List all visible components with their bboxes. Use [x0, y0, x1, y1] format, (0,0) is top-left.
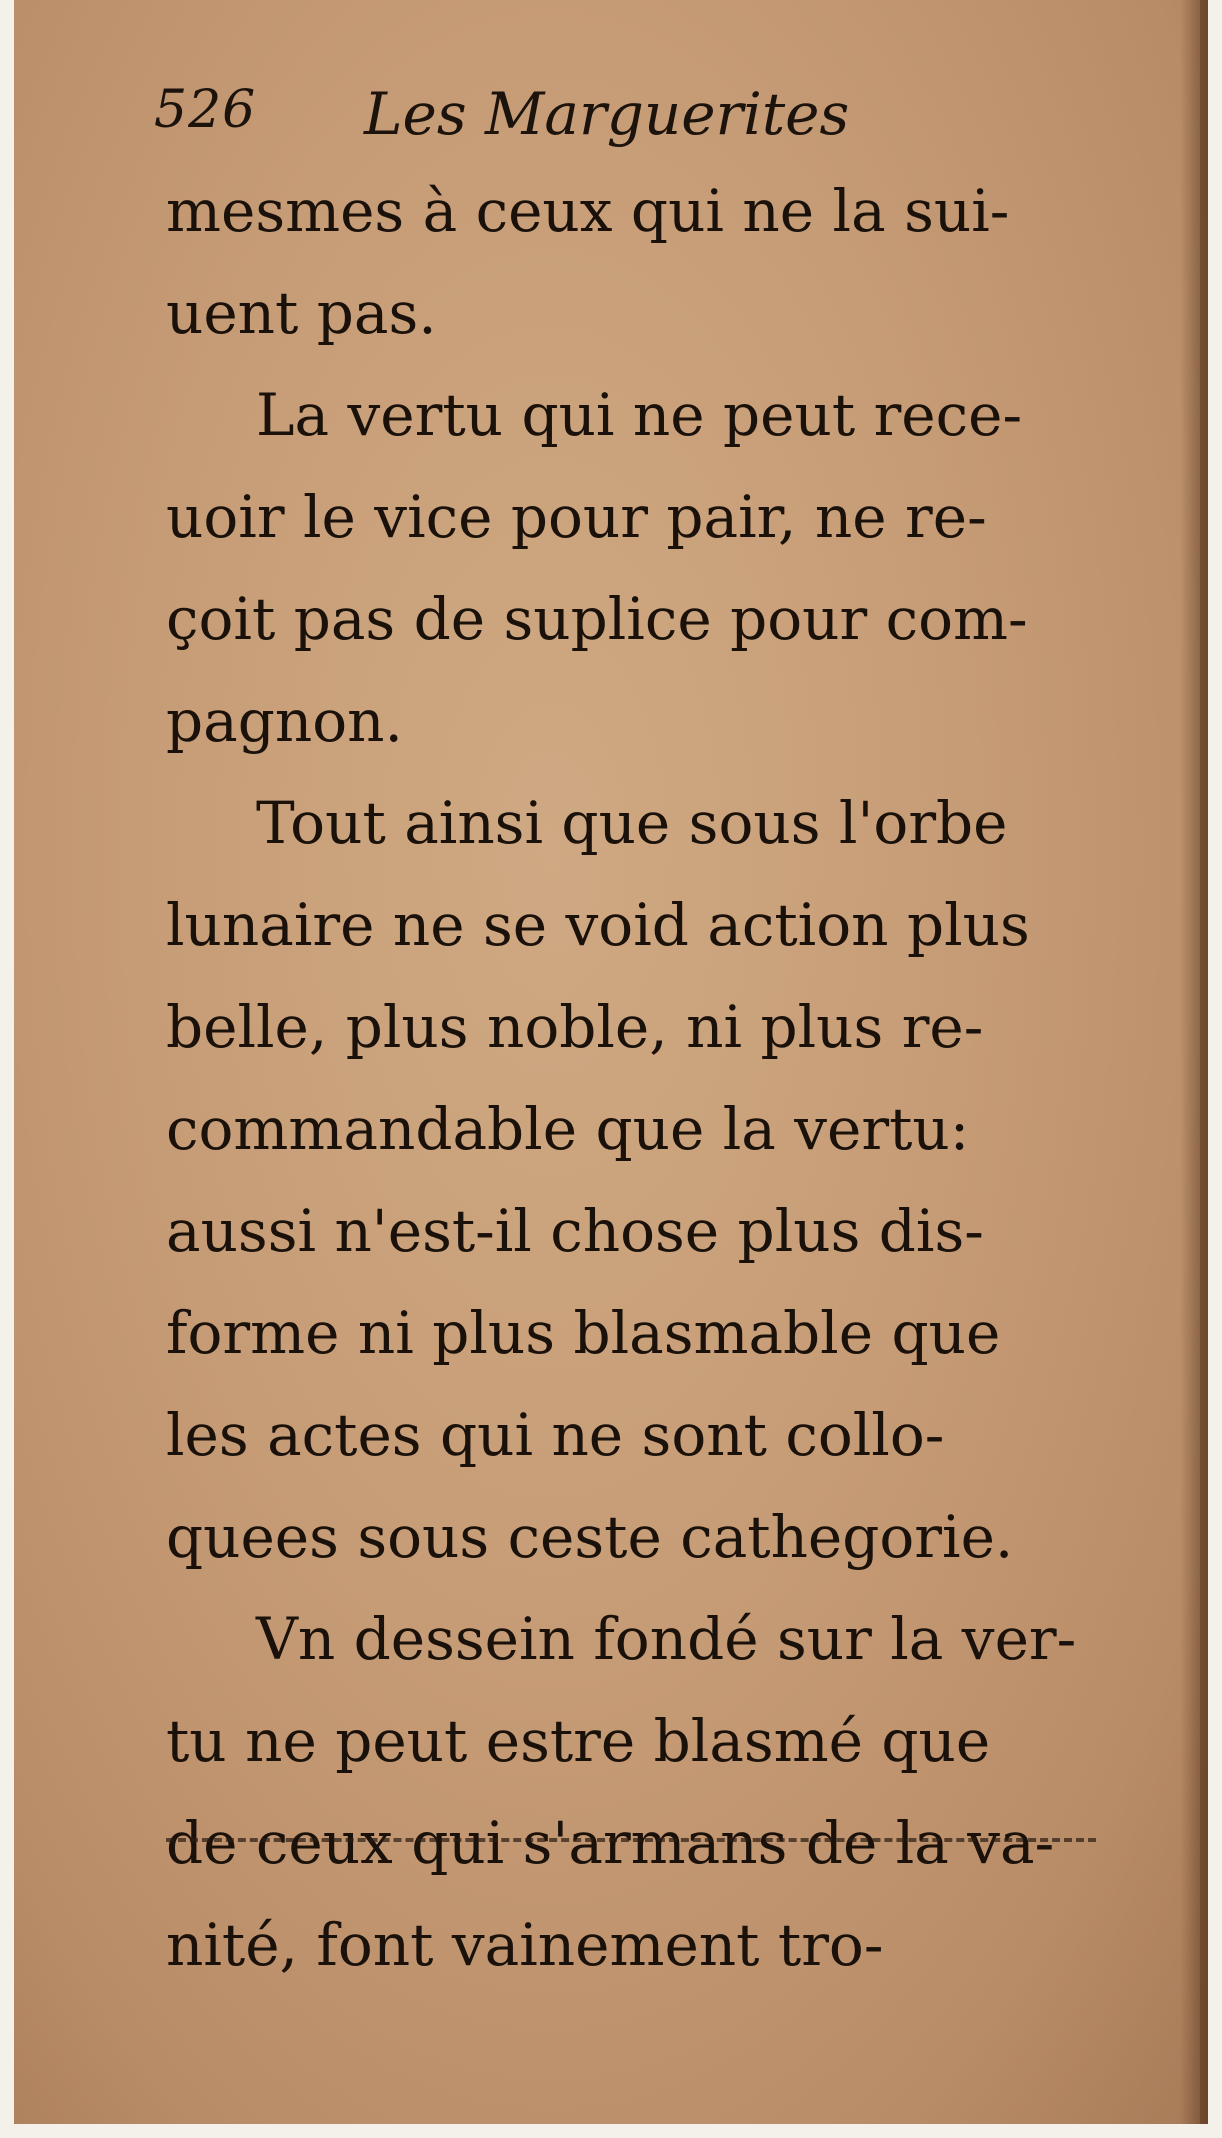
text-line: nité, font vainement tro- — [166, 1911, 884, 1979]
bottom-rule — [166, 1838, 1096, 1842]
text-line: belle, plus noble, ni plus re- — [166, 993, 984, 1061]
text-line: çoit pas de suplice pour com- — [166, 585, 1028, 653]
paragraph-start-line: Vn dessein fondé sur la ver- — [256, 1605, 1077, 1673]
text-line: commandable que la vertu: — [166, 1095, 970, 1163]
running-title: Les Marguerites — [364, 80, 850, 148]
text-line: mesmes à ceux qui ne la sui- — [166, 177, 1010, 245]
page-number: 526 — [154, 80, 257, 140]
book-page — [14, 0, 1208, 2124]
text-line: pagnon. — [166, 687, 403, 755]
text-line: uoir le vice pour pair, ne re- — [166, 483, 987, 551]
paragraph-start-line: La vertu qui ne peut rece- — [256, 381, 1023, 449]
text-line: les actes qui ne sont collo- — [166, 1401, 945, 1469]
page-edge — [1200, 0, 1208, 2124]
text-line: de ceux qui s'armans de la va- — [166, 1809, 1055, 1877]
text-line: quees sous ceste cathegorie. — [166, 1503, 1014, 1571]
text-line: tu ne peut estre blasmé que — [166, 1707, 991, 1775]
text-line: lunaire ne se void action plus — [166, 891, 1030, 959]
body-text — [166, 160, 1096, 1996]
text-line: forme ni plus blasmable que — [166, 1299, 1001, 1367]
text-line: aussi n'est-il chose plus dis- — [166, 1197, 984, 1265]
text-line: uent pas. — [166, 279, 437, 347]
paragraph-start-line: Tout ainsi que sous l'orbe — [256, 789, 1008, 857]
